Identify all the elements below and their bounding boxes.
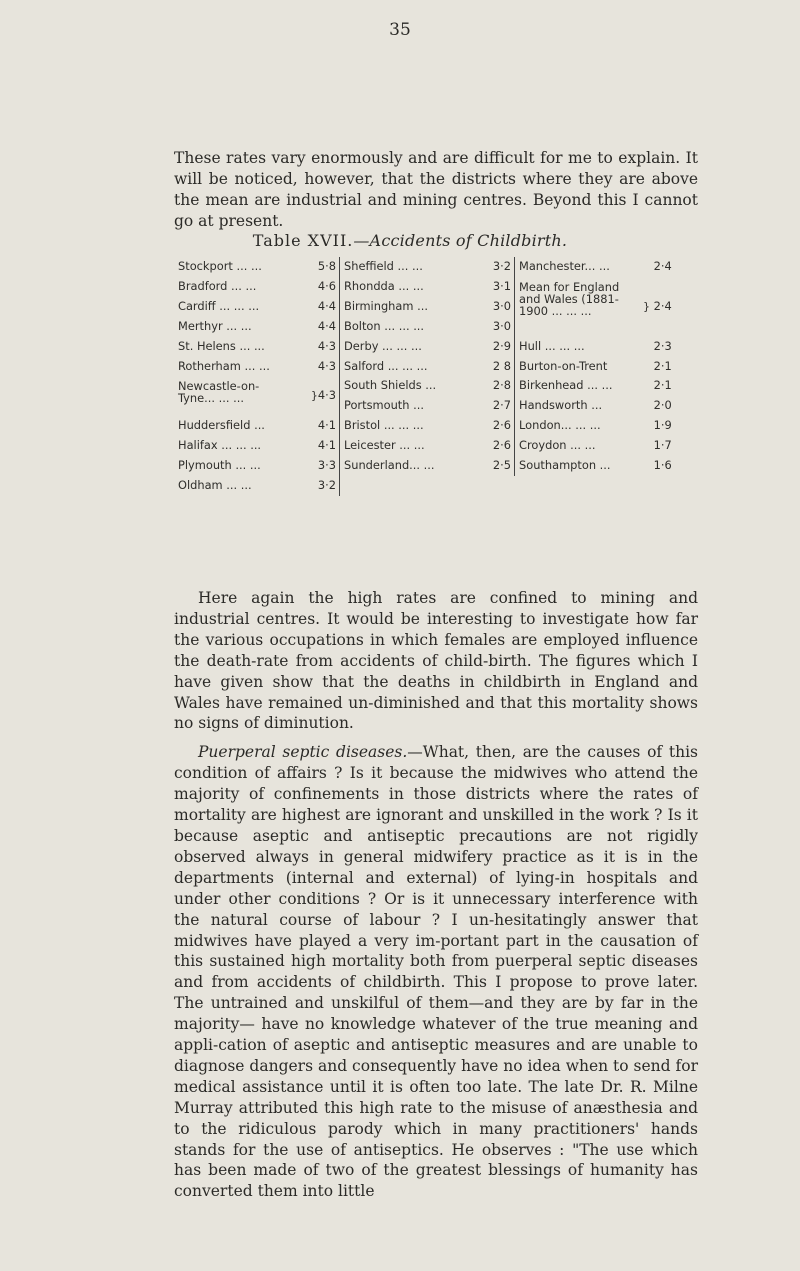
- city-rate: 1·7: [653, 438, 672, 453]
- city-rate: 4·3: [317, 338, 336, 353]
- table-row: [178, 456, 672, 476]
- table-row: [178, 436, 672, 456]
- newcastle-name: [178, 376, 310, 416]
- city-rate: 4·3: [317, 358, 336, 373]
- table-caption-title: —Accidents of Childbirth.: [353, 231, 568, 250]
- mean-england-wales: [515, 277, 644, 337]
- city-rate: 2·5: [492, 458, 511, 473]
- city-rate: 2·4: [653, 259, 672, 273]
- city-name: Halifax ... ... ...: [178, 438, 262, 453]
- puerperal-heading: Puerperal septic diseases.: [198, 743, 408, 762]
- city-name: Croydon ... ...: [515, 436, 644, 456]
- city-name: Plymouth ... ...: [178, 458, 261, 473]
- city-name: Merthyr ... ...: [178, 318, 252, 333]
- city-rate: 3·0: [492, 318, 511, 333]
- city-rate: 4·6: [317, 278, 336, 293]
- mean-label-line2: and Wales (1881-: [519, 291, 619, 306]
- empty-cell: [486, 476, 515, 496]
- city-name: Handsworth ...: [515, 396, 644, 416]
- city-name: Salford ... ... ...: [340, 357, 487, 377]
- city-name: Manchester... ...: [515, 257, 644, 277]
- table-row: [178, 476, 672, 496]
- intro-text: These rates vary enormously and are difficult for me to explain. It will be noticed, however, that the districts where they are above the mean are industrial and mining centres. Beyond this I cannot go at present.: [174, 149, 698, 230]
- city-name: Bristol ... ... ...: [340, 416, 487, 436]
- mean-rate: [643, 277, 672, 337]
- city-rate: 2·6: [492, 438, 511, 453]
- city-name: Birkenhead ... ...: [515, 376, 644, 396]
- city-rate: 2·6: [492, 418, 511, 433]
- city-rate: 3·0: [492, 298, 511, 313]
- city-name: Burton-on-Trent: [515, 357, 644, 377]
- city-rate: 2·1: [653, 378, 672, 393]
- mean-label-line3: 1900 ... ... ...: [519, 303, 592, 318]
- city-rate: 2·7: [492, 398, 511, 413]
- city-name: Derby ... ... ...: [340, 337, 487, 357]
- table-caption: [0, 231, 800, 250]
- city-rate: 3·3: [317, 458, 336, 473]
- city-name: Hull ... ... ...: [515, 337, 644, 357]
- puerperal-text: —What, then, are the causes of this condition of affairs ? Is it because the midwives who attend the majority of confinements in those districts where the rates of mortality are highest are ignorant and unskilled in the work ? Is it because aseptic and antiseptic precautions are not rigidly observed always in general midwifery practice as it is in the departments (internal and external) of lying-in hospitals and under other conditions ? Or is it unnecessary interference with the natural course of labour ? I un-hesitatingly answer that midwives have played a very im-portant part in the causation of this sustained high mortality both from puerperal septic diseases and from accidents of childbirth. This I propose to prove later. The untrained and unskilful of them—and they are by far in the majority— have no knowledge whatever of the true meaning and appli-cation of aseptic and antiseptic measures and are unable to diagnose dangers and consequently have no idea when to send for medical assistance until it is often too late. The late Dr. R. Milne Murray attributed this high rate to the misuse of anæsthesia and to the ridiculous parody which in many practitioners' hands stands for the use of antiseptics. He observes : "The use which has been made of two of the greatest blessings of humanity has converted them into little: [174, 743, 698, 1201]
- table-row: [178, 357, 672, 377]
- paragraph-mining: Here again the high rates are confined to mining and industrial centres. It would be interesting to investigate how far the various occupations in which females are employed influence the death-rate from accidents of child-birth. The figures which I have given show that the deaths in childbirth in England and Wales have remained un-diminished and that this mortality shows no signs of diminution.: [174, 589, 698, 733]
- city-name: Oldham ... ...: [178, 477, 252, 492]
- city-name: Stockport ... ...: [178, 259, 262, 273]
- brace-icon: }: [643, 299, 650, 313]
- table-row: [178, 257, 672, 277]
- city-rate: 5·8: [317, 259, 336, 273]
- city-name: Bolton ... ... ...: [340, 317, 487, 337]
- city-name: Huddersfield ...: [178, 418, 265, 433]
- paragraph-puerperal: [174, 742, 698, 1202]
- newcastle-line1: Newcastle-on-: [178, 379, 260, 394]
- city-rate: 3·1: [492, 278, 511, 293]
- city-rate: 2·1: [653, 358, 672, 373]
- city-name: Rotherham ... ...: [178, 358, 270, 373]
- page-number: 35: [389, 20, 411, 40]
- city-rate: 4·4: [317, 298, 336, 313]
- city-name: Leicester ... ...: [340, 436, 487, 456]
- newcastle-line2: Tyne... ... ...: [178, 391, 244, 406]
- table-row: [178, 416, 672, 436]
- city-name: Sunderland... ...: [340, 456, 487, 476]
- city-rate: 2·9: [492, 338, 511, 353]
- table-caption-label: Table XVII.: [252, 231, 354, 250]
- brace-icon: }: [310, 389, 318, 403]
- city-rate: 2·4: [653, 298, 672, 313]
- city-name: Cardiff ... ... ...: [178, 298, 260, 313]
- city-name: Portsmouth ...: [340, 396, 487, 416]
- table-row: [178, 337, 672, 357]
- city-name: St. Helens ... ...: [178, 338, 265, 353]
- city-name: London... ... ...: [515, 416, 644, 436]
- city-rate: 4·4: [317, 318, 336, 333]
- city-name: Birmingham ...: [340, 297, 487, 317]
- city-rate: 2·8: [492, 378, 511, 393]
- city-rate: 4·3: [317, 388, 336, 403]
- city-rate: 4·1: [317, 418, 336, 433]
- intro-paragraph: [174, 148, 698, 232]
- empty-cell: [340, 476, 487, 496]
- city-rate: 1·6: [653, 458, 672, 473]
- city-rate: 2 8: [492, 358, 511, 373]
- table-row: [178, 277, 672, 297]
- city-rate: 3·2: [492, 259, 511, 273]
- city-rate: 2·3: [653, 338, 672, 353]
- city-rate: 1·9: [653, 418, 672, 433]
- city-name: Sheffield ... ...: [340, 257, 487, 277]
- newcastle-rate: [310, 376, 340, 416]
- body-text: [174, 588, 698, 1202]
- city-name: South Shields ...: [340, 376, 487, 396]
- table-row: [178, 376, 672, 396]
- accidents-table: [178, 257, 672, 496]
- city-rate: 2·0: [653, 398, 672, 413]
- mean-label-line1: Mean for England: [519, 279, 620, 294]
- city-name: Southampton ...: [515, 456, 644, 476]
- city-rate: 4·1: [317, 438, 336, 453]
- city-name: Rhondda ... ...: [340, 277, 487, 297]
- city-rate: 3·2: [317, 477, 336, 492]
- city-name: Bradford ... ...: [178, 278, 257, 293]
